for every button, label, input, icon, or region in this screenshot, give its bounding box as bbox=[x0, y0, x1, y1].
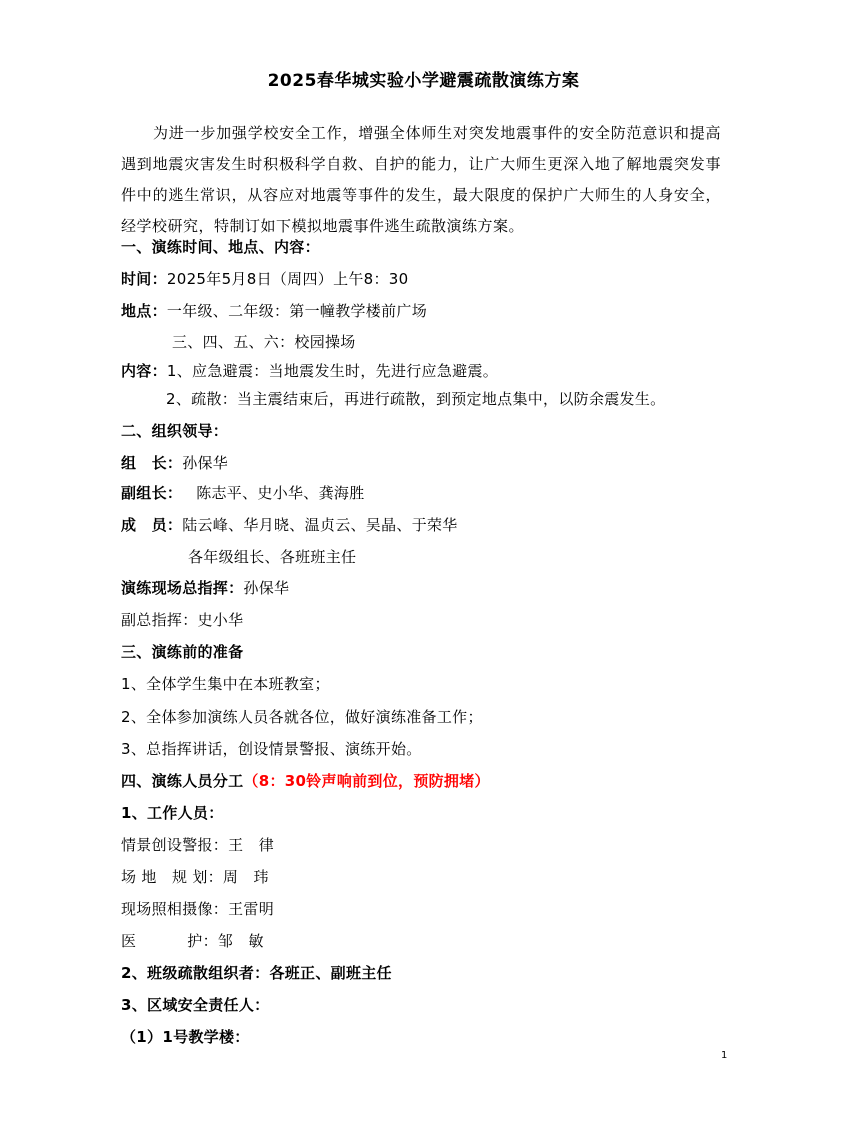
leader-row bbox=[121, 452, 228, 473]
commander-row bbox=[121, 577, 289, 598]
time-label: 时间： bbox=[121, 270, 167, 288]
page-number: 1 bbox=[721, 1050, 728, 1061]
leader-value: 孙保华 bbox=[182, 454, 229, 472]
section-4-title: 四、演练人员分工 bbox=[121, 772, 244, 790]
class-organizers: 2、班级疏散组织者：各班正、副班主任 bbox=[121, 964, 392, 982]
content-label: 内容： bbox=[121, 362, 167, 380]
section-4-heading bbox=[121, 770, 490, 791]
place-value-1: 一年级、二年级：第一幢教学楼前广场 bbox=[166, 302, 428, 320]
staff-subheading: 1、工作人员： bbox=[121, 804, 224, 822]
staff-medical: 医 护：邹 敏 bbox=[121, 932, 264, 950]
member-label: 成 员： bbox=[121, 516, 183, 534]
member-row bbox=[121, 514, 458, 535]
intro-paragraph: 为进一步加强学校安全工作，增强全体师生对突发地震事件的安全防范意识和提高遇到地震灾害发生时积极科学自救、自护的能力，让广大师生更深入地了解地震突发事件中的逃生常识，从容应对地震等事件的发生，最大限度的保护广大师生的人身安全，经学校研究，特制订如下模拟地震事件逃生疏散演练方案。 bbox=[121, 124, 721, 235]
staff-photography: 现场照相摄像：王雷明 bbox=[121, 900, 275, 918]
place-value-2: 三、四、五、六：校园操场 bbox=[172, 333, 356, 351]
document-title: 2025春华城实验小学避震疏散演练方案 bbox=[267, 71, 580, 91]
area-safety-heading: 3、区域安全责任人： bbox=[121, 996, 270, 1014]
section-2-heading: 二、组织领导： bbox=[121, 422, 229, 440]
deputy-row bbox=[121, 482, 365, 503]
staff-planning: 场 地 规 划：周 玮 bbox=[121, 868, 269, 886]
deputy-label: 副组长： bbox=[121, 484, 183, 502]
commander-value: 孙保华 bbox=[243, 579, 290, 597]
staff-alarm: 情景创设警报：王 律 bbox=[121, 836, 275, 854]
content-value-1: 1、应急避震：当地震发生时，先进行应急避震。 bbox=[166, 362, 499, 380]
section-4-note: （8：30铃声响前到位，预防拥堵） bbox=[243, 772, 490, 790]
member-value-1: 陆云峰、华月晓、温贞云、吴晶、于荣华 bbox=[182, 516, 458, 534]
leader-label: 组 长： bbox=[121, 454, 183, 472]
time-value: 2025年5月8日（周四）上午8：30 bbox=[166, 270, 409, 288]
prep-item-2: 2、全体参加演练人员各就各位，做好演练准备工作； bbox=[121, 708, 483, 726]
section-1-heading: 一、演练时间、地点、内容： bbox=[121, 238, 320, 256]
place-label: 地点： bbox=[121, 302, 167, 320]
vice-commander-row: 副总指挥：史小华 bbox=[121, 611, 244, 629]
building-1-heading: （1）1号教学楼： bbox=[121, 1028, 250, 1046]
member-value-2: 各年级组长、各班班主任 bbox=[188, 548, 357, 566]
section-3-heading: 三、演练前的准备 bbox=[121, 643, 244, 661]
commander-label: 演练现场总指挥： bbox=[121, 579, 244, 597]
content-value-2: 2、疏散：当主震结束后，再进行疏散，到预定地点集中，以防余震发生。 bbox=[166, 390, 666, 408]
prep-item-3: 3、总指挥讲话，创设情景警报、演练开始。 bbox=[121, 740, 422, 758]
drill-time bbox=[121, 268, 409, 289]
drill-content bbox=[121, 360, 498, 381]
prep-item-1: 1、全体学生集中在本班教室； bbox=[121, 675, 330, 693]
deputy-value: 陈志平、史小华、龚海胜 bbox=[196, 484, 365, 502]
drill-place bbox=[121, 300, 427, 321]
